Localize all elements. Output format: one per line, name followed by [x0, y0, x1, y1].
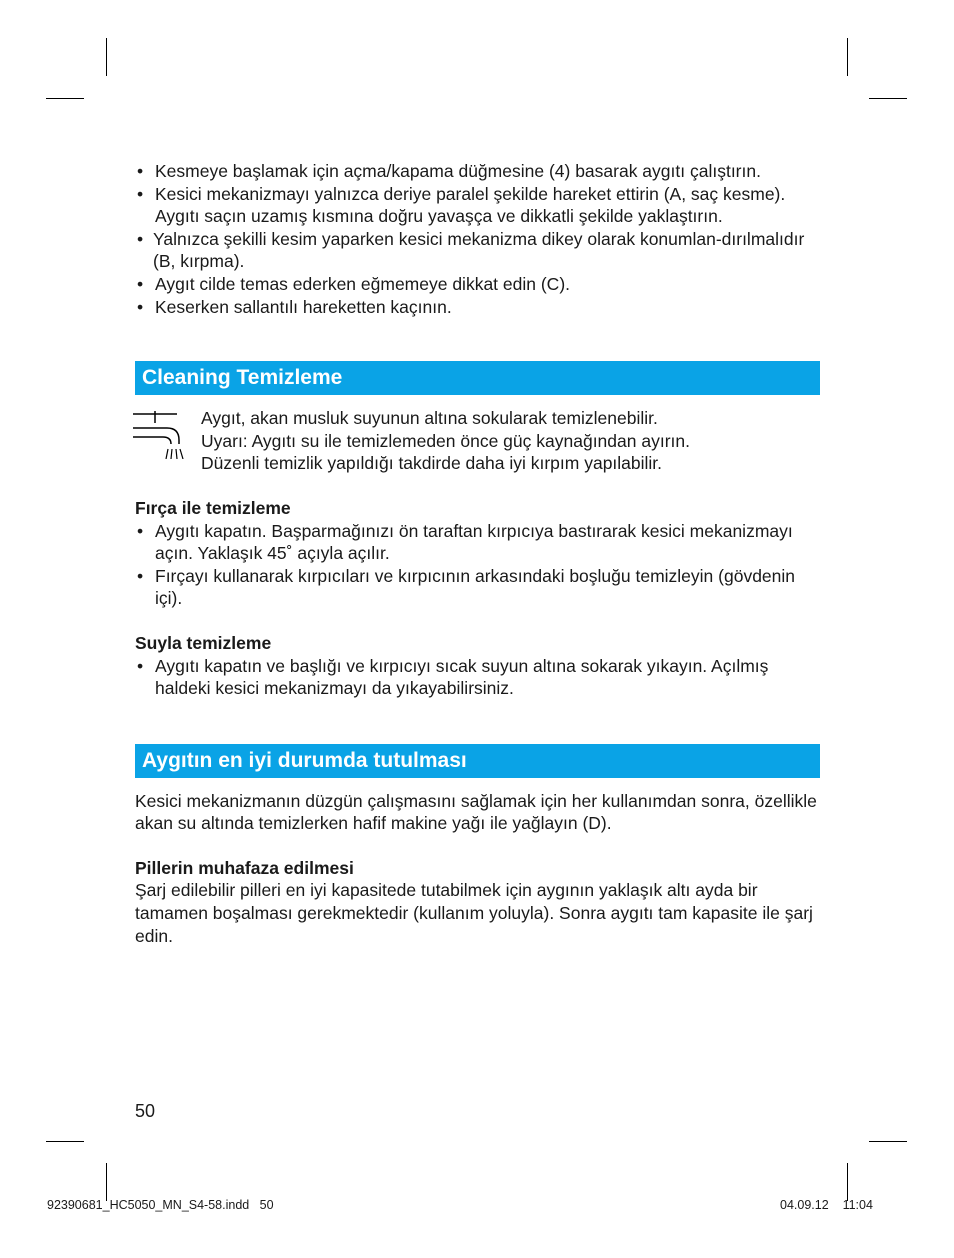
tap-line: Düzenli temizlik yapıldığı takdirde daha iyi kırpım yapılabilir.	[201, 453, 663, 474]
crop-mark	[847, 1163, 848, 1201]
crop-mark	[46, 1141, 84, 1142]
water-cleaning-heading: Suyla temizleme	[135, 632, 272, 653]
crop-mark	[106, 1163, 107, 1201]
crop-mark	[106, 38, 107, 76]
crop-mark	[869, 98, 907, 99]
crop-mark	[46, 98, 84, 99]
footer-date: 04.09.12	[780, 1198, 829, 1212]
page-number: 50	[135, 1101, 156, 1121]
cleaning-heading: Cleaning Temizleme	[135, 361, 820, 395]
tap-line: Uyarı: Aygıtı su ile temizlemeden önce güç kaynağından ayırın.	[201, 430, 690, 451]
list-item: • Aygıtı kapatın. Başparmağınızı ön taraftan kırpıcıya bastırarak kesici mekanizmayı açın. Yaklaşık 45˚ açıyla açılır.	[137, 520, 793, 564]
bullet-icon: •	[137, 655, 144, 676]
battery-heading: Pillerin muhafaza edilmesi	[135, 857, 354, 878]
bullet-icon: •	[137, 161, 144, 181]
footer-page: 50	[259, 1198, 274, 1212]
bullet-icon: •	[137, 183, 144, 204]
bullet-icon: •	[137, 296, 144, 317]
tap-water-note	[135, 407, 820, 475]
water-bullet-list	[135, 655, 820, 700]
list-item: • Kesici mekanizmayı yalnızca deriye paralel şekilde hareket ettirin (A, saç kesme). Aygıtı saçın uzamış kısmına doğru yavaşça ve dikkatli şekilde yaklaştırın.	[137, 183, 786, 227]
bullet-icon: •	[137, 273, 144, 294]
brush-cleaning-heading: Fırça ile temizleme	[135, 497, 291, 518]
battery-paragraph: Şarj edilebilir pilleri en iyi kapasitede tutabilmek için aygının yaklaşık altı ayda bir tamamen boşalması gerekmektedir (kullanım yoluyla). Sonra aygıtı tam kapasite ile şarj edin.	[135, 880, 813, 946]
tap-line: Aygıt, akan musluk suyunun altına sokularak temizlenebilir.	[201, 408, 658, 429]
list-item: • Aygıt cilde temas ederken eğmemeye dikkat edin (C).	[137, 273, 571, 294]
water-tap-icon	[133, 411, 185, 459]
footer-timestamp	[780, 1198, 873, 1212]
crop-mark	[869, 1141, 907, 1142]
footer-file	[47, 1198, 274, 1212]
list-item: • Aygıtı kapatın ve başlığı ve kırpıcıyı sıcak suyun altına sokarak yıkayın. Açılmış haldeki kesici mekanizmayı da yıkayabilirsiniz.	[137, 655, 769, 699]
list-item: • Kesmeye başlamak için açma/kapama düğmesine (4) basarak aygıtı çalıştırın.	[137, 161, 761, 181]
footer-time: 11:04	[842, 1198, 873, 1212]
maintenance-heading: Aygıtın en iyi durumda tutulması	[135, 744, 820, 778]
page-content	[135, 160, 820, 947]
list-item: • Fırçayı kullanarak kırpıcıları ve kırpıcının arkasındaki boşluğu temizleyin (gövdenin içi).	[137, 565, 796, 609]
bullet-icon: •	[137, 228, 144, 249]
intro-bullet-list	[135, 160, 820, 318]
maintenance-paragraph: Kesici mekanizmanın düzgün çalışmasını sağlamak için her kullanımdan sonra, özellikle akan su altında temizlerken hafif makine yağı ile yağlayın (D).	[135, 790, 817, 834]
crop-mark	[847, 38, 848, 76]
bullet-icon: •	[137, 520, 144, 541]
list-item: • Yalnızca şekilli kesim yaparken kesici mekanizma dikey olarak konumlan-dırılmalıdır (B, kırpma).	[137, 228, 805, 272]
bullet-icon: •	[137, 565, 144, 586]
list-item: • Keserken sallantılı hareketten kaçının.	[137, 296, 452, 317]
footer-filename: 92390681_HC5050_MN_S4-58.indd	[47, 1198, 250, 1212]
brush-bullet-list	[135, 520, 820, 610]
